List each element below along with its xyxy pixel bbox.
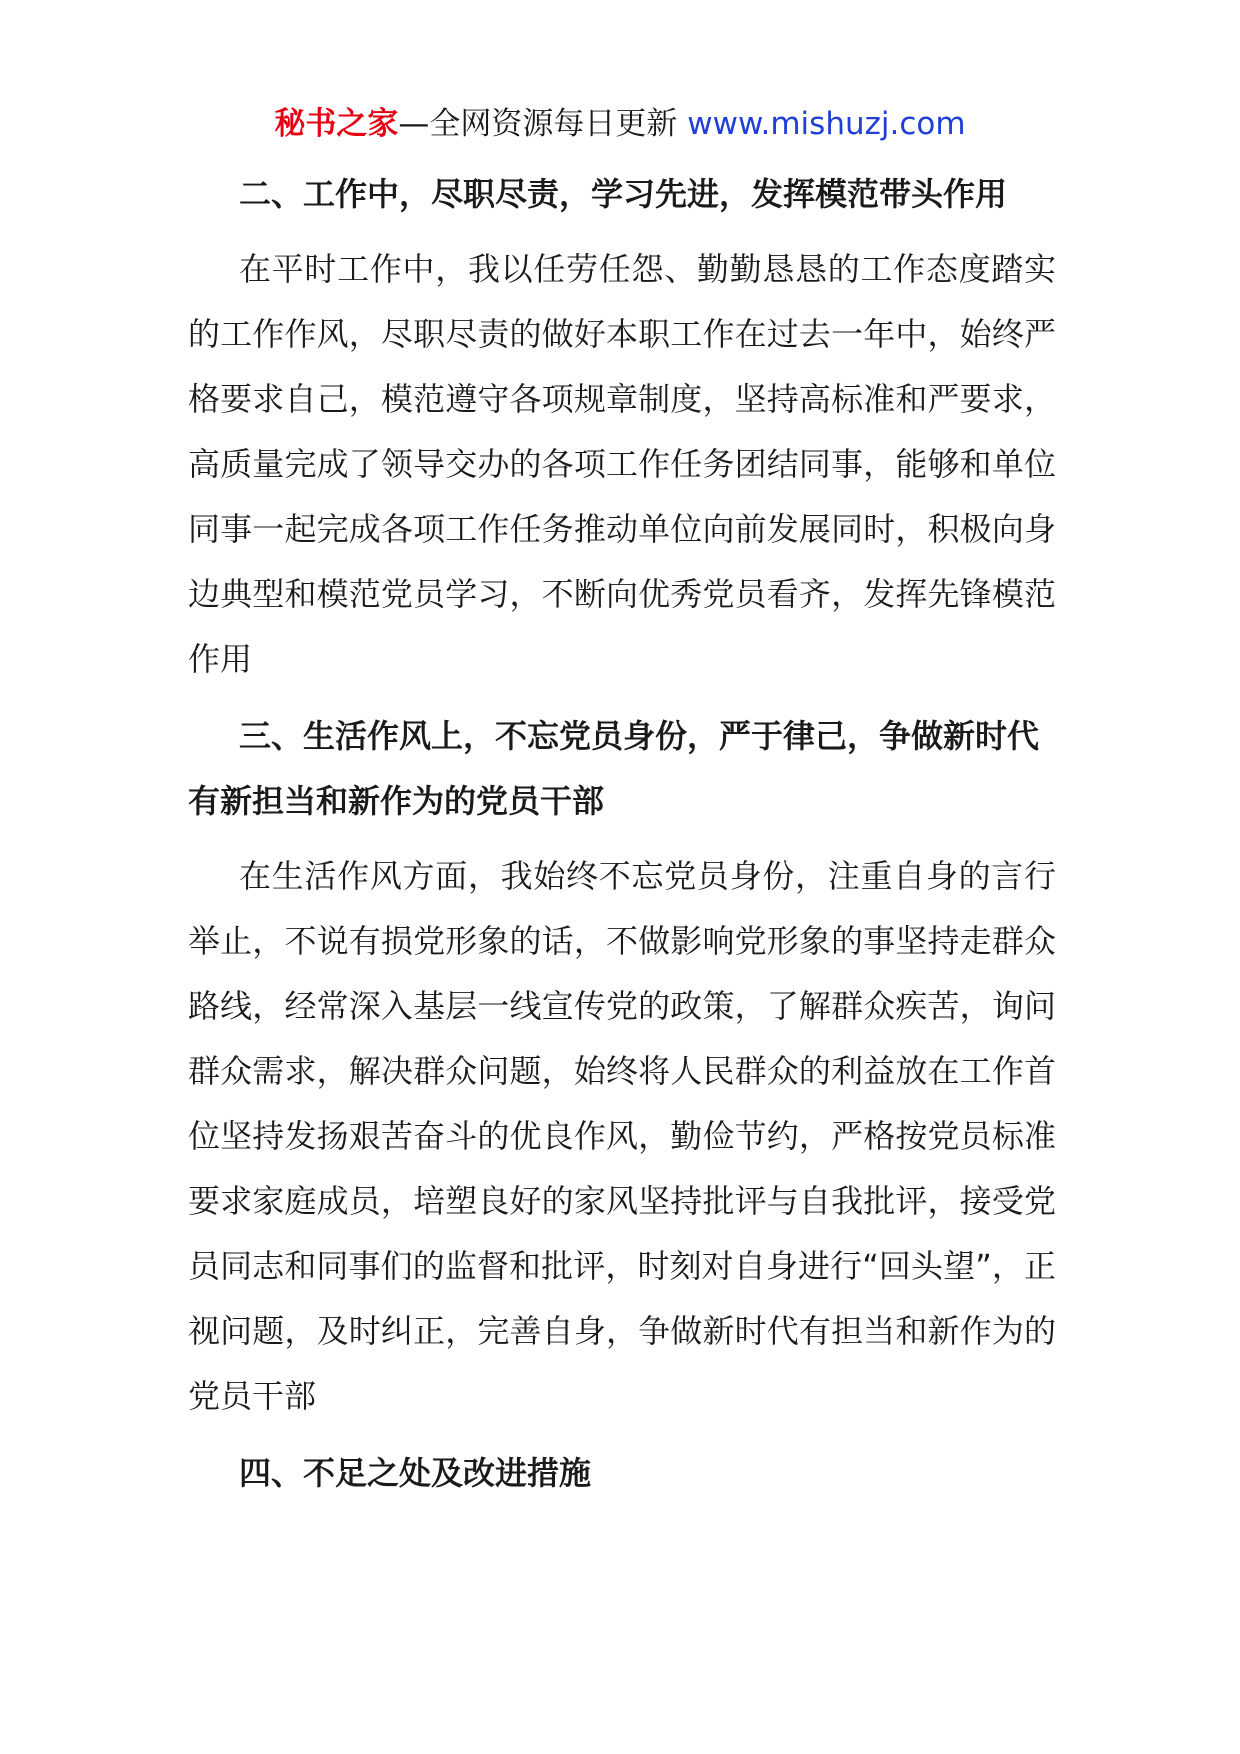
header-tagline: —全网资源每日更新 <box>398 106 678 142</box>
header-brand: 秘书之家 <box>274 106 399 142</box>
section-3-paragraph: 在生活作风方面，我始终不忘党员身份，注重自身的言行举止，不说有损党形象的话，不做影响党形象的事坚持走群众路线，经常深入基层一线宣传党的政策，了解群众疾苦，询问群众需求，解决群众问题，始终将人民群众的利益放在工作首位坚持发扬艰苦奋斗的优良作风，勤俭节约，严格按党员标准要求家庭成员，培塑良好的家风坚持批评与自我批评，接受党员同志和同事们的监督和批评，时刻对自身进行“回头望”，正视问题，及时纠正，完善自身，争做新时代有担当和新作为的党员干部 <box>188 857 1056 1415</box>
section-2-heading: 二、工作中，尽职尽责，学习先进，发挥模范带头作用 <box>239 175 1008 213</box>
document-body <box>188 162 1056 1506</box>
spacer <box>188 692 1056 704</box>
spacer <box>188 1429 1056 1441</box>
section-2-paragraph: 在平时工作中，我以任劳任怨、勤勤恳恳的工作态度踏实的工作作风，尽职尽责的做好本职工作在过去一年中，始终严格要求自己，模范遵守各项规章制度，坚持高标准和严要求，高质量完成了领导交办的各项工作任务团结同事，能够和单位同事一起完成各项工作任务推动单位向前发展同时，积极向身边典型和模范党员学习，不断向优秀党员看齐，发挥先锋模范作用 <box>188 250 1056 678</box>
section-4-heading: 四、不足之处及改进措施 <box>239 1454 592 1492</box>
page-header <box>0 102 1240 146</box>
section-3-heading: 三、生活作风上，不忘党员身份，严于律己，争做新时代有新担当和新作为的党员干部 <box>188 717 1040 820</box>
header-url-link[interactable]: www.mishuzj.com <box>687 106 966 142</box>
spacer <box>188 834 1056 844</box>
spacer <box>188 227 1056 237</box>
